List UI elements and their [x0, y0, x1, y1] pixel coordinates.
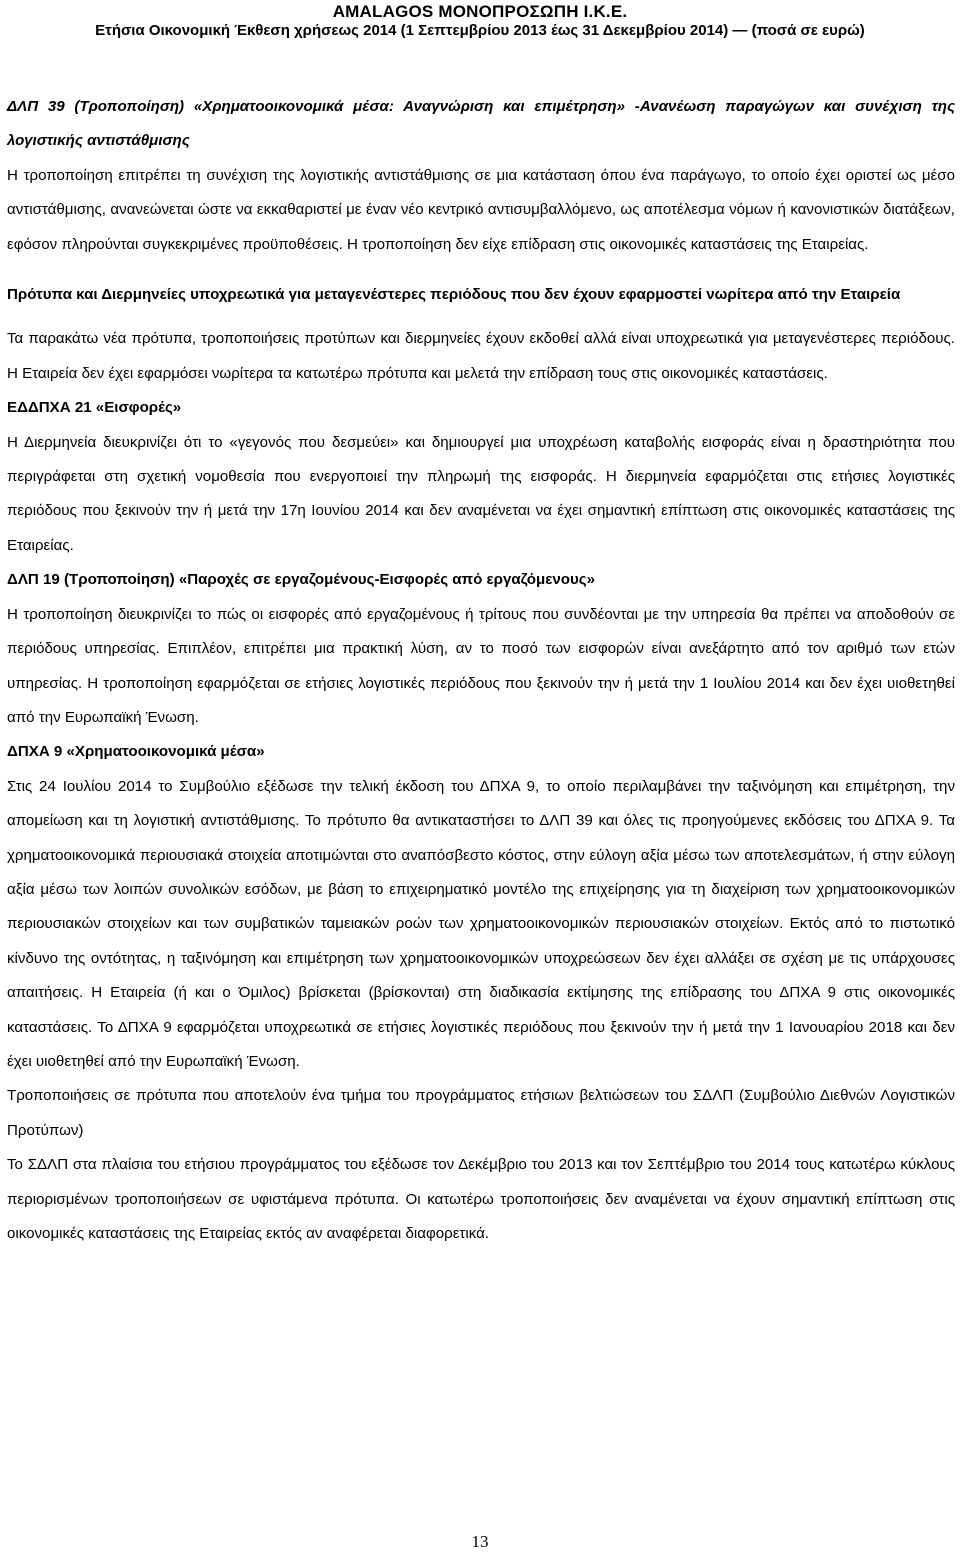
company-name: AMALAGOS ΜΟΝΟΠΡΟΣΩΠΗ Ι.Κ.Ε.: [332, 2, 628, 21]
page-header: [0, 2, 960, 40]
page-number: 13: [471, 1532, 489, 1551]
section-body-ifric21: Η Διερμηνεία διευκρινίζει ότι το «γεγονός που δεσμεύει» και δημιουργεί μια υποχρέωση καταβολής εισφοράς είναι η δραστηριότητα που περιγράφεται στη σχετική νομοθεσία που ενεργοποιεί την πληρωμή της εισφοράς. Η διερμηνεία εφαρμόζεται στις ετήσιες λογιστικές περιόδους που ξεκινούν την ή μετά την 17η Ιουνίου 2014 και δεν αναμένεται να έχει σημαντική επίπτωση στις οικονομικές καταστάσεις της Εταιρείας.: [7, 433, 955, 554]
section-body-ifrs9: Στις 24 Ιουλίου 2014 το Συμβούλιο εξέδωσε την τελική έκδοση του ΔΠΧΑ 9, το οποίο περιλαμβάνει την ταξινόμηση και επιμέτρηση, την απομείωση και τη λογιστική αντιστάθμισης. Το πρότυπο θα αντικαταστήσει το ΔΛΠ 39 και όλες τις προηγούμενες εκδόσεις του ΔΠΧΑ 9. Τα χρηματοοικονομικά περιουσιακά στοιχεία αποτιμώνται στο αναπόσβεστο κόστος, στην εύλογη αξία μέσω των αποτελεσμάτων, ή στην εύλογη αξία μέσω των λοιπών συνολικών εσόδων, με βάση το επιχειρηματικό μοντέλο της επιχείρησης για τη διαχείριση των χρηματοοικονομικών περιουσιακών στοιχείων και των συμβατικών ταμειακών ροών των χρηματοοικονομικών περιουσιακών στοιχείων. Εκτός από το πιστωτικό κίνδυνο της οντότητας, η ταξινόμηση και επιμέτρηση των χρηματοοικονομικών υποχρεώσεων δεν έχει αλλάξει σε σχέση με τις υπάρχουσες απαιτήσεις. Η Εταιρεία (ή και ο Όμιλος) βρίσκεται (βρίσκονται) στη διαδικασία εκτίμησης της επίδρασης του ΔΠΧΑ 9 στις οικονομικές καταστάσεις. Το ΔΠΧΑ 9 εφαρμόζεται υποχρεωτικά σε ετήσιες λογιστικές περιόδους που ξεκινούν την ή μετά την 1 Ιανουαρίου 2018 και δεν έχει υιοθετηθεί από την Ευρωπαϊκή Ένωση.: [7, 777, 955, 1070]
document-body: [7, 90, 955, 1251]
section-body-ias39: Η τροποποίηση επιτρέπει τη συνέχιση της λογιστικής αντιστάθμισης σε μια κατάσταση όπου ένα παράγωγο, το οποίο έχει οριστεί ως μέσο αντιστάθμισης, ανανεώνεται ώστε να εκκαθαριστεί με έναν νέο κεντρικό αντισυμβαλλόμενο, ως αποτέλεσμα νόμων ή κανονιστικών διατάξεων, εφόσον πληρούνται συγκεκριμένες προϋποθέσεις. Η τροποποίηση δεν είχε επίδραση στις οικονομικές καταστάσεις της Εταιρείας.: [7, 166, 955, 253]
section-heading-ias19: ΔΛΠ 19 (Τροποποίηση) «Παροχές σε εργαζομένους-Εισφορές από εργαζόμενους»: [7, 571, 596, 589]
section-heading-future-standards: Πρότυπα και Διερμηνείες υποχρεωτικά για μεταγενέστερες περιόδους που δεν έχουν εφαρμοστεί νωρίτερα από την Εταιρεία: [7, 286, 901, 304]
section-body-ias19: Η τροποποίηση διευκρινίζει το πώς οι εισφορές από εργαζομένους ή τρίτους που συνδέονται με την υπηρεσία θα πρέπει να αποδοθούν σε περιόδους υπηρεσίας. Επιπλέον, επιτρέπει μια πρακτική λύση, αν το ποσό των εισφορών είναι ανεξάρτητο από τον αριθμό των ετών υπηρεσίας. Η τροποποίηση εφαρμόζεται σε ετήσιες λογιστικές περιόδους που ξεκινούν την ή μετά την 1 Ιουλίου 2014 και δεν έχει υιοθετηθεί από την Ευρωπαϊκή Ένωση.: [7, 605, 955, 726]
annual-improvements-body: Το ΣΔΛΠ στα πλαίσια του ετήσιου προγράμματος του εξέδωσε τον Δεκέμβριο του 2013 και τον Σεπτέμβριο του 2014 τους κατωτέρω κύκλους περιορισμένων τροποποιήσεων σε υφιστάμενα πρότυπα. Οι κατωτέρω τροποποιήσεις δεν αναμένεται να έχουν σημαντική επίπτωση στις οικονομικές καταστάσεις της Εταιρείας εκτός αν αναφέρεται διαφορετικά.: [7, 1156, 955, 1242]
section-body-future-standards: Τα παρακάτω νέα πρότυπα, τροποποιήσεις προτύπων και διερμηνείες έχουν εκδοθεί αλλά είναι υποχρεωτικά για μεταγενέστερες περιόδους. Η Εταιρεία δεν έχει εφαρμόσει νωρίτερα τα κατωτέρω πρότυπα και μελετά την επίδραση τους στις οικονομικές καταστάσεις.: [7, 330, 955, 382]
annual-improvements-intro: Τροποποιήσεις σε πρότυπα που αποτελούν ένα τμήμα του προγράμματος ετήσιων βελτιώσεων του ΣΔΛΠ (Συμβούλιο Διεθνών Λογιστικών Προτύπων): [7, 1087, 955, 1139]
section-heading-ifric21: ΕΔΔΠΧΑ 21 «Εισφορές»: [7, 399, 182, 417]
section-heading-ifrs9: ΔΠΧΑ 9 «Χρηματοοικονομικά μέσα»: [7, 743, 265, 761]
report-subtitle: Ετήσια Οικονομική Έκθεση χρήσεως 2014 (1 Σεπτεμβρίου 2013 έως 31 Δεκεμβρίου 2014) — (ποσά σε ευρώ): [95, 22, 865, 39]
section-heading-ias39: ΔΛΠ 39 (Τροποποίηση) «Χρηματοοικονομικά μέσα: Αναγνώριση και επιμέτρηση» -Ανανέωση παραγώγων και συνέχιση της λογιστικής αντιστάθμισης: [7, 98, 955, 150]
